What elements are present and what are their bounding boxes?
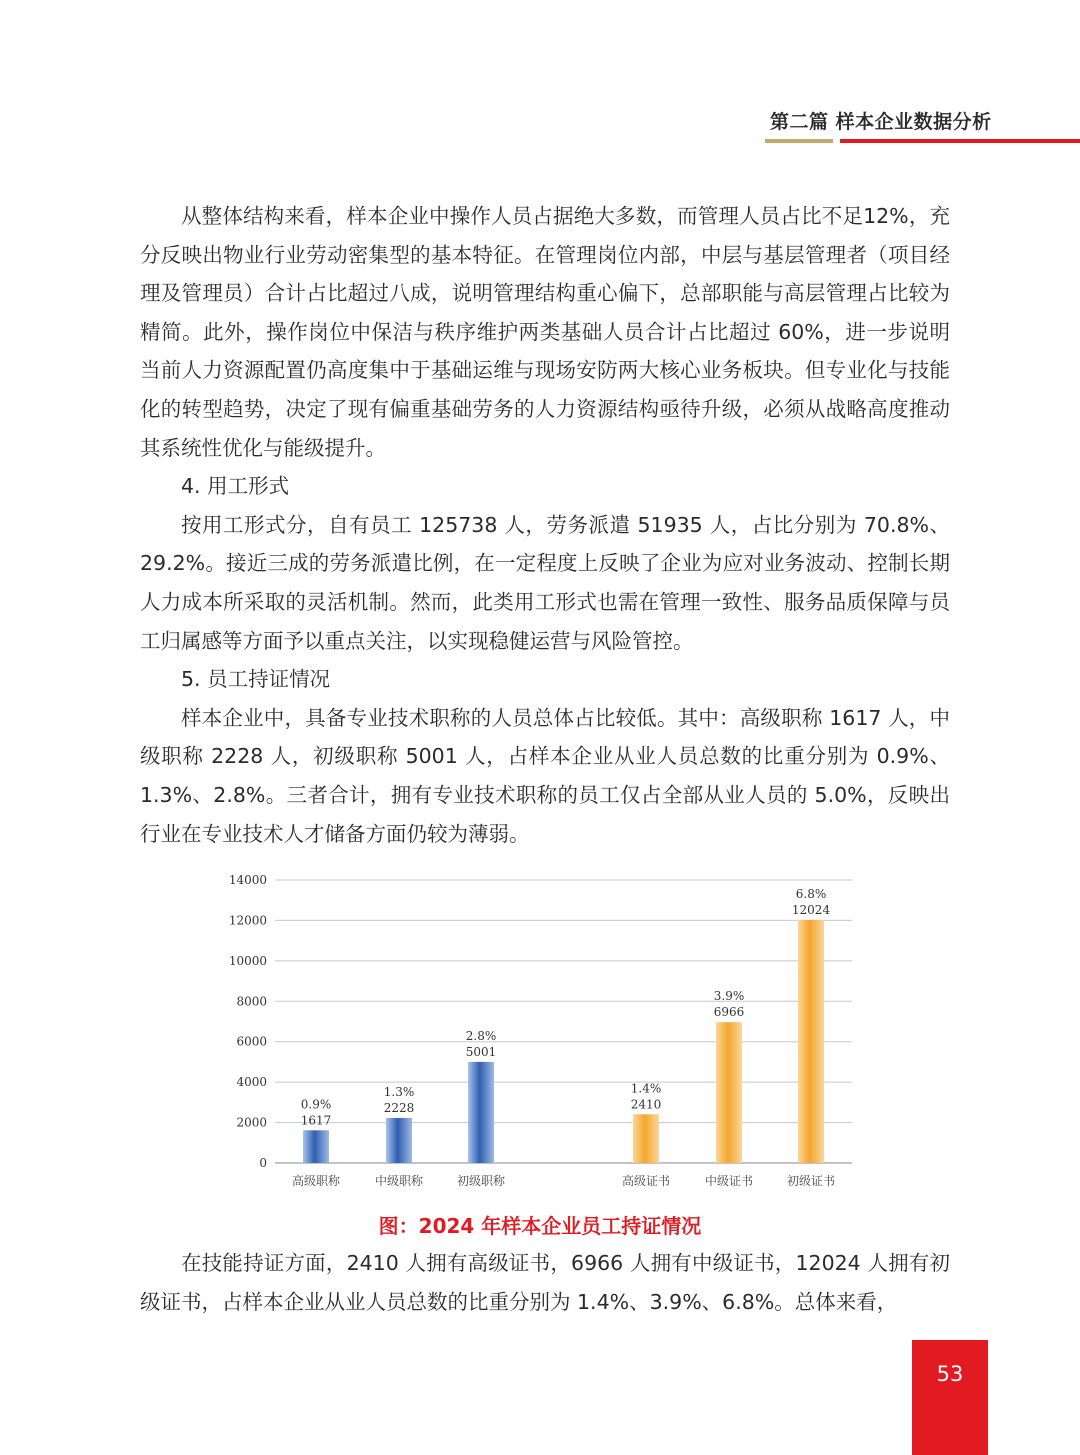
value-label: 5001 xyxy=(465,1044,497,1059)
percent-label: 6.8% xyxy=(795,886,827,901)
paragraph-titles: 样本企业中，具备专业技术职称的人员总体占比较低。其中：高级职称 1617 人，中级职称 2228 人，初级职称 5001 人，占样本企业从业人员总数的比重分别为 0.9%、1.3%、2.8%。三者合计，拥有专业技术职称的员工仅占全部从业人员的 5.0%，反映出行业在专业技术人才储备方面仍较为薄弱。 xyxy=(140,705,950,846)
page-number xyxy=(912,1340,988,1455)
percent-label: 3.9% xyxy=(713,989,745,1004)
category-label: 高级职称 xyxy=(291,1174,341,1188)
category-label: 初级证书 xyxy=(786,1174,836,1188)
y-tick-label: 10000 xyxy=(228,953,267,968)
y-tick-label: 12000 xyxy=(228,913,267,928)
body-text-top xyxy=(140,197,950,853)
body-text-bottom xyxy=(140,1244,950,1321)
chart-svg xyxy=(220,868,870,1198)
section-heading-employment-form: 4. 用工形式 xyxy=(181,474,290,499)
category-label: 中级职称 xyxy=(374,1174,424,1188)
value-label: 6966 xyxy=(713,1005,745,1020)
bar xyxy=(303,1130,329,1163)
percent-label: 1.3% xyxy=(383,1084,415,1099)
value-label: 2228 xyxy=(383,1100,415,1115)
header-rule-red xyxy=(840,139,1080,143)
header-rule-gold xyxy=(765,139,833,143)
category-label: 初级职称 xyxy=(456,1174,506,1188)
section-heading-certification: 5. 员工持证情况 xyxy=(181,667,331,692)
y-tick-label: 6000 xyxy=(236,1034,267,1049)
paragraph-skill-certificates: 在技能持证方面，2410 人拥有高级证书，6966 人拥有中级证书，12024 人拥有初级证书，占样本企业从业人员总数的比重分别为 1.4%、3.9%、6.8%。总体来看， xyxy=(140,1251,950,1314)
value-label: 1617 xyxy=(300,1113,332,1128)
bar xyxy=(716,1022,742,1163)
y-tick-label: 0 xyxy=(259,1156,267,1170)
value-label: 2410 xyxy=(630,1097,662,1112)
chart-caption: 图：2024 年样本企业员工持证情况 xyxy=(378,1214,702,1238)
bar xyxy=(386,1118,412,1163)
y-tick-label: 4000 xyxy=(236,1075,267,1090)
percent-label: 2.8% xyxy=(465,1028,497,1043)
y-tick-label: 8000 xyxy=(236,994,267,1009)
page-number-label: 53 xyxy=(936,1362,964,1386)
category-label: 高级证书 xyxy=(621,1174,671,1188)
bar xyxy=(633,1114,659,1163)
percent-label: 0.9% xyxy=(300,1097,332,1112)
paragraph-structure: 从整体结构来看，样本企业中操作人员占据绝大多数，而管理人员占比不足12%，充分反映出物业行业劳动密集型的基本特征。在管理岗位内部，中层与基层管理者（项目经理及管理员）合计占比超过八成，说明管理结构重心偏下，总部职能与高层管理占比较为精简。此外，操作岗位中保洁与秩序维护两类基础人员合计占比超过 60%，进一步说明当前人力资源配置仍高度集中于基础运维与现场安防两大核心业务板块。但专业化与技能化的转型趋势，决定了现有偏重基础劳务的人力资源结构亟待升级，必须从战略高度推动其系统性优化与能级提升。 xyxy=(140,204,950,460)
y-tick-label: 14000 xyxy=(228,873,267,887)
category-label: 中级证书 xyxy=(704,1174,754,1188)
certification-bar-chart xyxy=(220,868,870,1198)
percent-label: 1.4% xyxy=(630,1081,662,1096)
header-title: 第二篇 样本企业数据分析 xyxy=(770,111,992,133)
value-label: 12024 xyxy=(791,902,831,917)
paragraph-employment-form: 按用工形式分，自有员工 125738 人，劳务派遣 51935 人，占比分别为 70.8%、29.2%。接近三成的劳务派遣比例，在一定程度上反映了企业为应对业务波动、控制长期人力成本所采取的灵活机制。然而，此类用工形式也需在管理一致性、服务品质保障与员工归属感等方面予以重点关注，以实现稳健运营与风险管控。 xyxy=(140,512,950,653)
bar xyxy=(798,920,824,1163)
y-tick-label: 2000 xyxy=(236,1115,267,1130)
bar xyxy=(468,1062,494,1163)
